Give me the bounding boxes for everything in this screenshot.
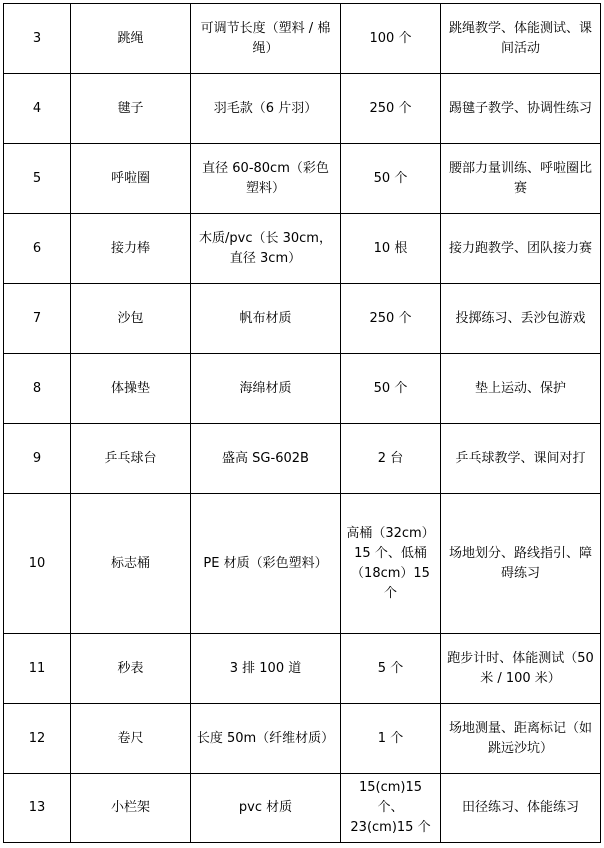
item-name-cell: 沙包 [71,284,191,354]
usage-cell: 投掷练习、丢沙包游戏 [441,284,601,354]
row-number-cell: 5 [4,144,71,214]
specification-cell: 长度 50m（纤维材质） [191,704,341,774]
usage-cell: 跑步计时、体能测试（50 米 / 100 米） [441,634,601,704]
specification-cell: 木质/pvc（长 30cm，直径 3cm） [191,214,341,284]
row-number-cell: 6 [4,214,71,284]
specification-cell: 帆布材质 [191,284,341,354]
quantity-cell: 15(cm)15 个、23(cm)15 个 [341,774,441,843]
row-number-cell: 12 [4,704,71,774]
row-number-cell: 7 [4,284,71,354]
table-row [4,354,601,424]
table-row [4,704,601,774]
quantity-cell: 250 个 [341,74,441,144]
table-row [4,774,601,843]
usage-cell: 场地划分、路线指引、障碍练习 [441,494,601,634]
quantity-cell: 50 个 [341,144,441,214]
item-name-cell: 接力棒 [71,214,191,284]
quantity-cell: 1 个 [341,704,441,774]
usage-cell: 接力跑教学、团队接力赛 [441,214,601,284]
item-name-cell: 跳绳 [71,4,191,74]
specification-cell: 直径 60-80cm（彩色塑料） [191,144,341,214]
specification-cell: 3 排 100 道 [191,634,341,704]
usage-cell: 腰部力量训练、呼啦圈比赛 [441,144,601,214]
row-number-cell: 11 [4,634,71,704]
quantity-cell: 5 个 [341,634,441,704]
table-row [4,634,601,704]
quantity-cell: 高桶（32cm）15 个、低桶（18cm）15 个 [341,494,441,634]
item-name-cell: 体操垫 [71,354,191,424]
usage-cell: 田径练习、体能练习 [441,774,601,843]
specification-cell: pvc 材质 [191,774,341,843]
specification-cell: 羽毛款（6 片羽） [191,74,341,144]
usage-cell: 乒乓球教学、课间对打 [441,424,601,494]
usage-cell: 场地测量、距离标记（如跳远沙坑） [441,704,601,774]
table-row [4,144,601,214]
table-row [4,494,601,634]
quantity-cell: 10 根 [341,214,441,284]
item-name-cell: 卷尺 [71,704,191,774]
specification-cell: PE 材质（彩色塑料） [191,494,341,634]
table-row [4,214,601,284]
specification-cell: 海绵材质 [191,354,341,424]
quantity-cell: 2 台 [341,424,441,494]
item-name-cell: 标志桶 [71,494,191,634]
usage-cell: 踢毽子教学、协调性练习 [441,74,601,144]
quantity-cell: 250 个 [341,284,441,354]
row-number-cell: 3 [4,4,71,74]
row-number-cell: 13 [4,774,71,843]
row-number-cell: 8 [4,354,71,424]
specification-cell: 盛高 SG-602B [191,424,341,494]
usage-cell: 垫上运动、保护 [441,354,601,424]
item-name-cell: 呼啦圈 [71,144,191,214]
row-number-cell: 10 [4,494,71,634]
equipment-table [3,3,601,843]
row-number-cell: 9 [4,424,71,494]
item-name-cell: 小栏架 [71,774,191,843]
table-row [4,4,601,74]
table-row [4,284,601,354]
item-name-cell: 乒乓球台 [71,424,191,494]
specification-cell: 可调节长度（塑料 / 棉绳） [191,4,341,74]
usage-cell: 跳绳教学、体能测试、课间活动 [441,4,601,74]
table-row [4,74,601,144]
quantity-cell: 50 个 [341,354,441,424]
item-name-cell: 秒表 [71,634,191,704]
quantity-cell: 100 个 [341,4,441,74]
table-row [4,424,601,494]
item-name-cell: 毽子 [71,74,191,144]
row-number-cell: 4 [4,74,71,144]
